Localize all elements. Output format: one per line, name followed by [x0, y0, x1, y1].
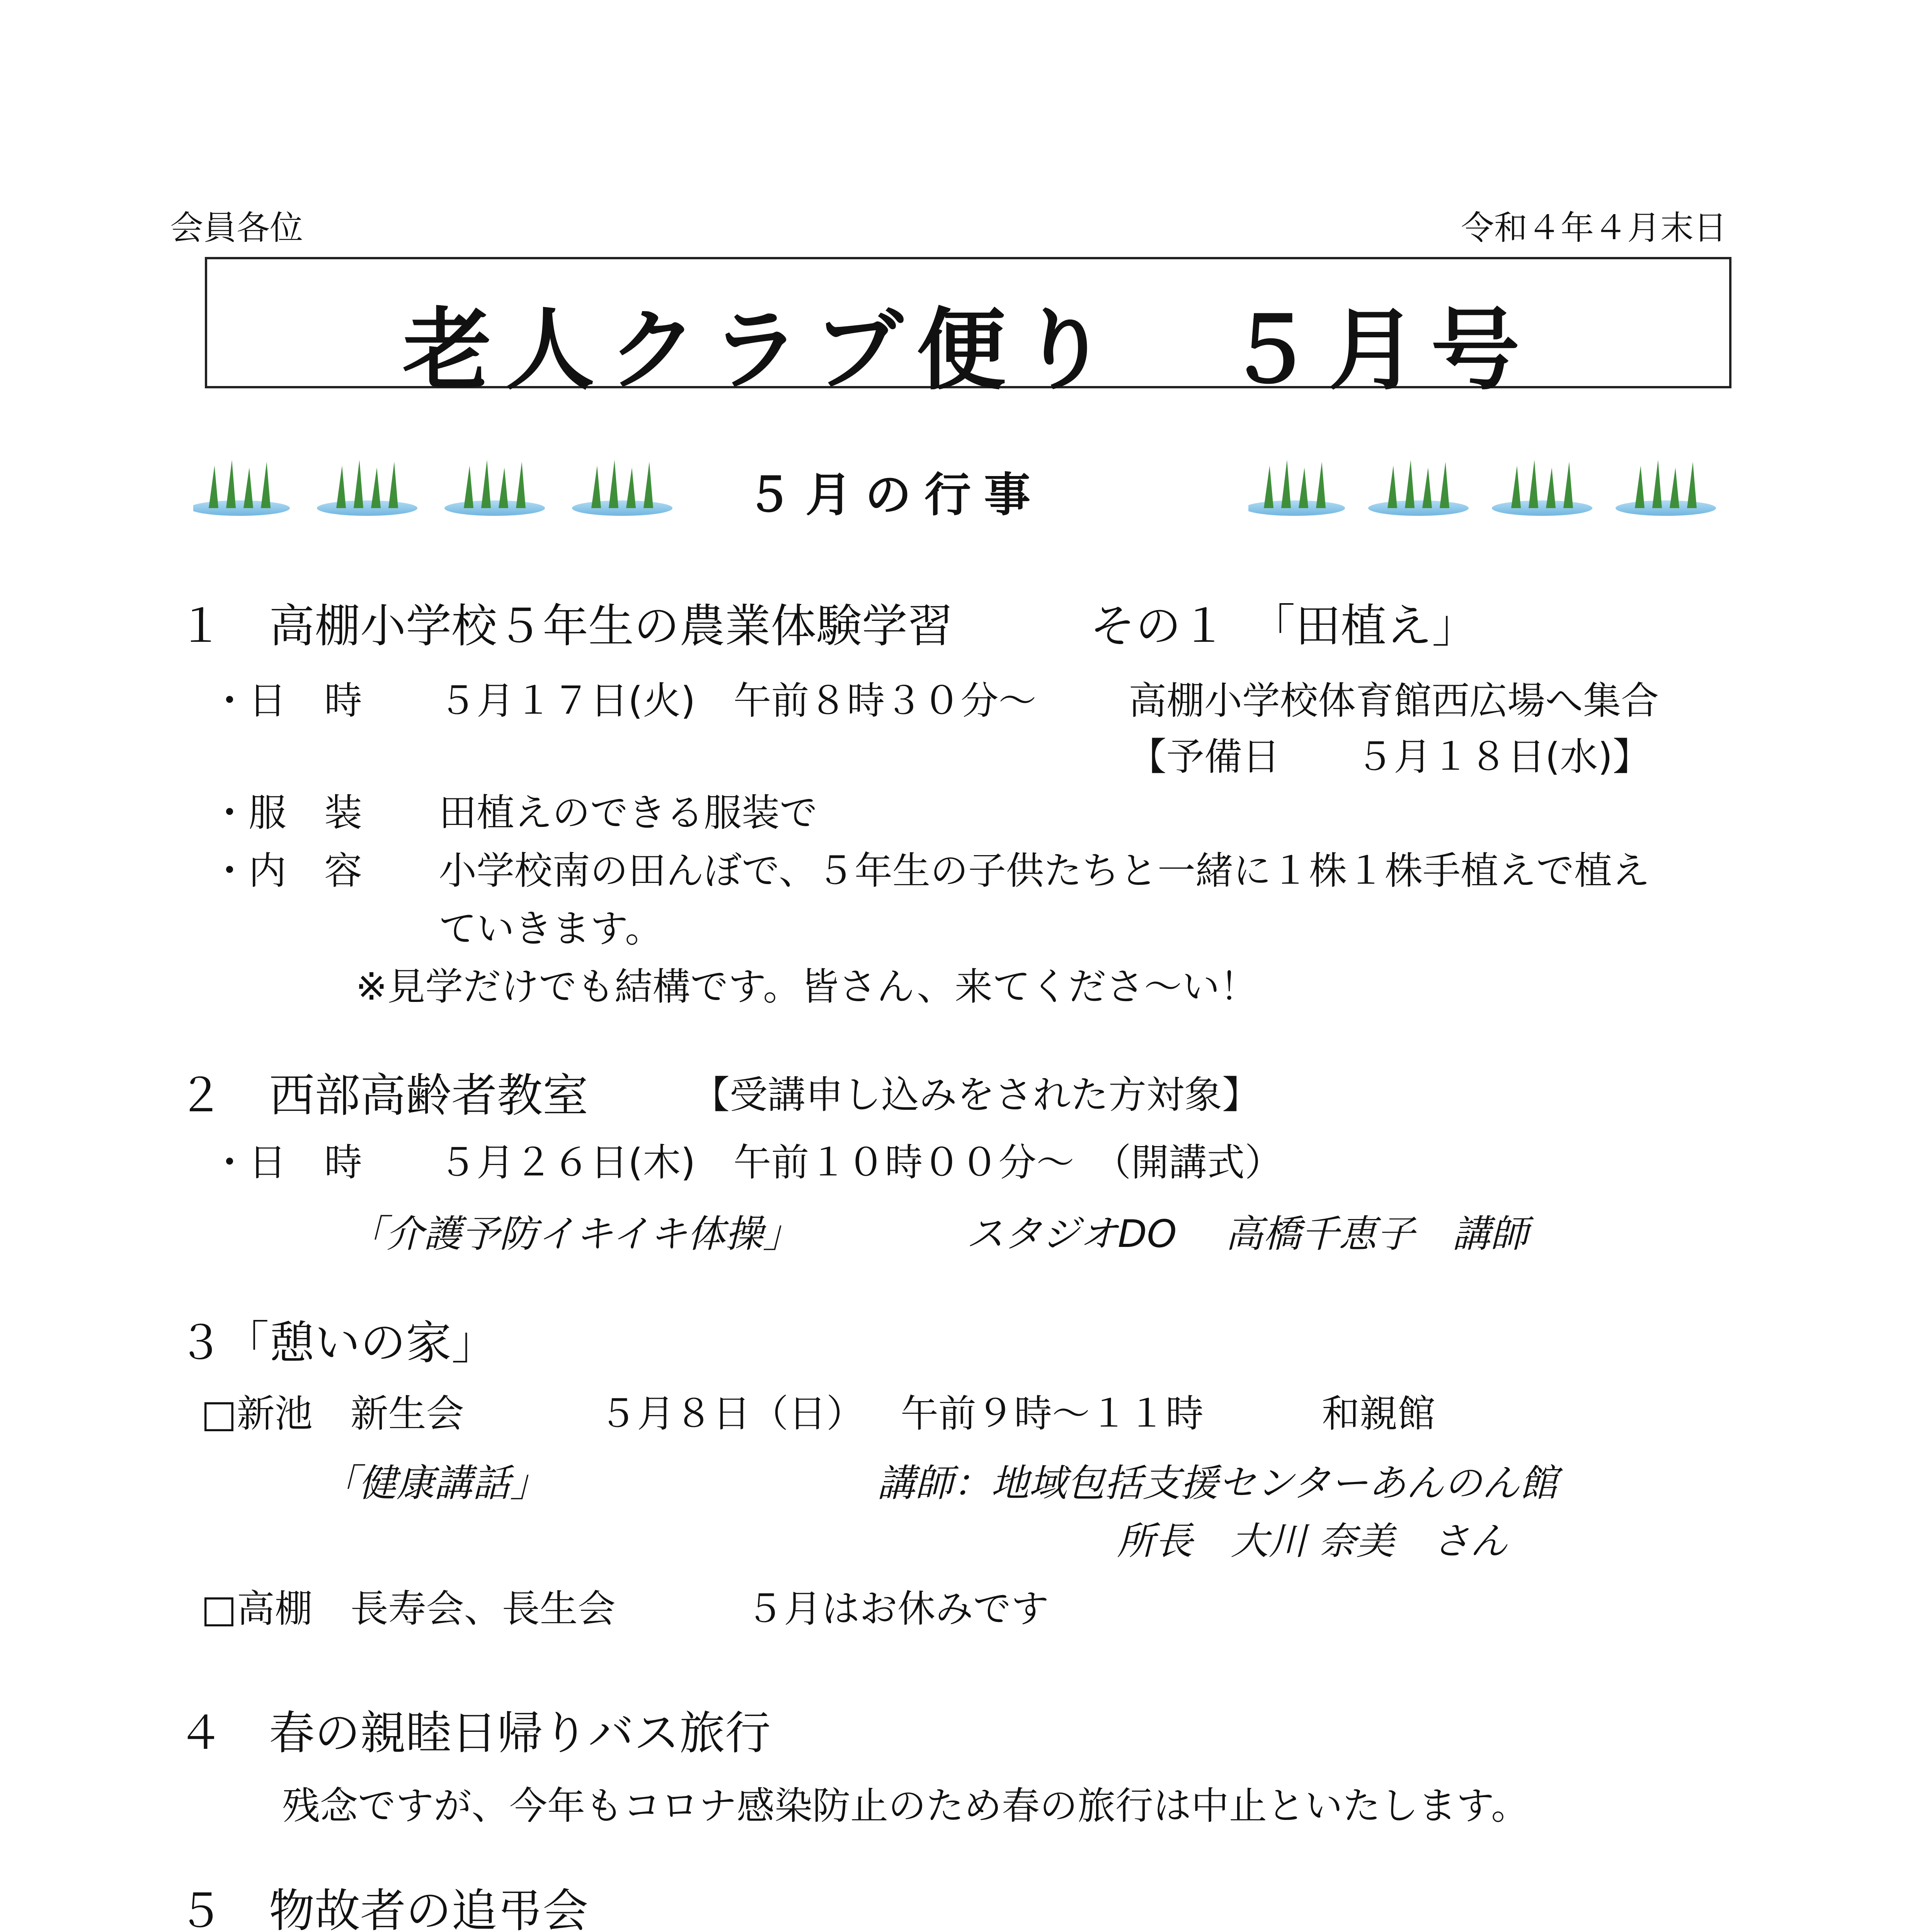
s2-studio: スタジオDO	[966, 1212, 1177, 1256]
s3-a-place: 和親館	[1322, 1392, 1436, 1436]
s1-date-label: ・日 時	[211, 679, 363, 723]
s4-body: 残念ですが、今年もコロナ感染防止のため春の旅行は中止といたします。	[282, 1784, 1529, 1828]
s2-date-label: ・日 時	[211, 1141, 363, 1185]
s1-note: ※見学だけでも結構です。皆さん、来てくださ～い！	[356, 965, 1258, 1009]
grass-decoration-left	[193, 450, 715, 524]
grass-decoration-right	[1248, 450, 1739, 524]
s2-heading-note: 【受講申し込みをされた方対象】	[692, 1073, 1260, 1117]
s3-a-date: ５月８日（日）	[599, 1392, 865, 1436]
s1-dress-value: 田植えのできる服装で	[439, 791, 818, 835]
s1-content-line2: ていきます。	[439, 907, 663, 951]
s3-a-name: □新池 新生会	[201, 1392, 464, 1436]
s3-a-time: 午前９時～１１時	[901, 1392, 1204, 1436]
s3-a-lecturer-line2: 所長 大川 奈美 さん	[1117, 1519, 1508, 1563]
section-2-heading: ２ 西部高齢者教室	[178, 1069, 589, 1122]
section-1-heading: １ 高棚小学校５年生の農業体験学習 その１ 「田植え」	[178, 599, 1478, 653]
s1-content-label: ・内 容	[211, 849, 363, 893]
title-box	[205, 257, 1731, 402]
s3-b-note: ５月はお休みです	[746, 1587, 1049, 1631]
s3-a-talk: 「健康講話」	[321, 1461, 548, 1505]
s1-date-value: ５月１７日(火) 午前８時３０分～	[439, 679, 1037, 723]
s2-lecture: 「介護予防イキイキ体操」	[348, 1212, 801, 1256]
s2-date-value: ５月２６日(木) 午前１０時００分～ （開講式）	[439, 1141, 1283, 1185]
s1-spare-day: 【予備日 ５月１８日(水)】	[1129, 735, 1651, 779]
s2-lecturer: 高橋千恵子 講師	[1225, 1212, 1529, 1256]
s1-dress-label: ・服 装	[211, 791, 363, 835]
s1-place: 高棚小学校体育館西広場へ集合	[1129, 679, 1659, 723]
s3-b-name: □高棚 長寿会、長生会	[201, 1587, 616, 1631]
events-banner-title: ５月の行事	[746, 468, 1044, 522]
s3-a-lecturer-line1: 講師：地域包括支援センターあんのん館	[877, 1461, 1558, 1505]
section-4-heading: ４ 春の親睦日帰りバス旅行	[178, 1706, 771, 1760]
section-3-heading: ３「憩いの家」	[178, 1316, 497, 1369]
s1-content-line1: 小学校南の田んぼで、５年生の子供たちと一緒に１株１株手植えで植え	[439, 849, 1650, 893]
page-title: 老人クラブ便り ５月号	[403, 298, 1534, 402]
issue-date: 令和４年４月末日	[1461, 209, 1727, 247]
addressee: 会員各位	[170, 209, 303, 247]
section-5-heading: ５ 物故者の追弔会	[178, 1884, 589, 1932]
